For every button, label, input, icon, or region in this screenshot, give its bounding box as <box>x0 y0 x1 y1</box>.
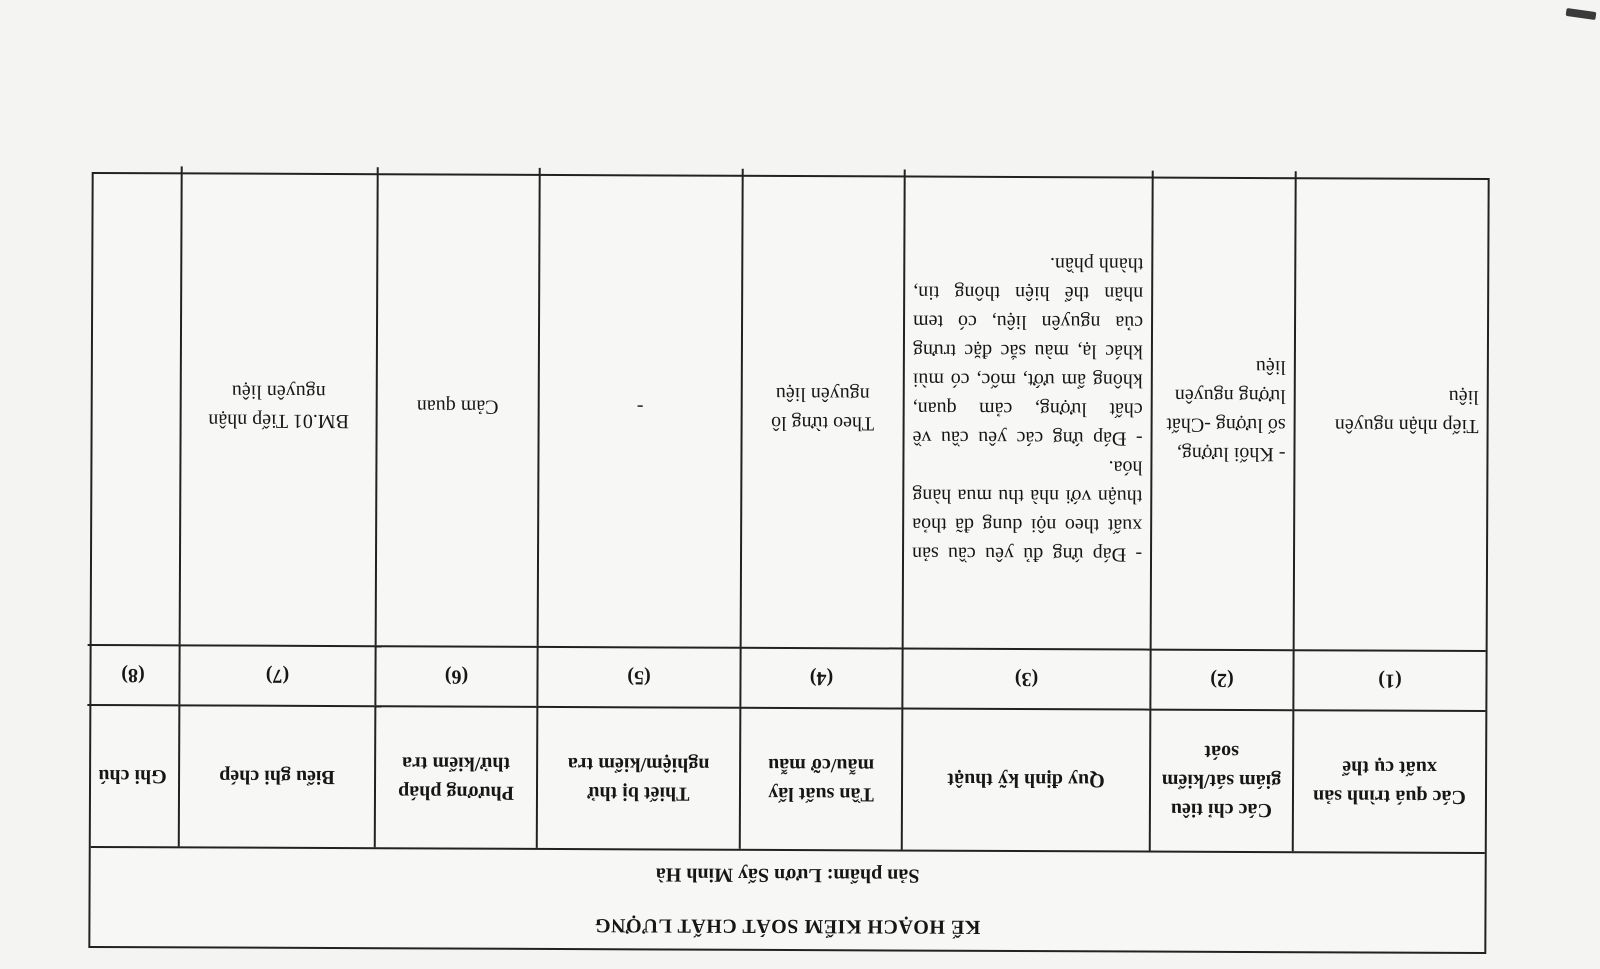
header-process: Các quá trình sản xuất cụ thể <box>1293 710 1486 852</box>
column-number: (5) <box>537 647 740 708</box>
header-record: Biểu ghi chép <box>179 705 376 847</box>
column-number: (3) <box>902 648 1150 709</box>
specification-item: - Đáp ứng đủ yêu cầu sản xuất theo nội dung đã thỏa thuận với nhà thu mua hàng hóa. <box>911 456 1143 567</box>
cell-method: Cảm quan <box>376 167 540 647</box>
cell-note <box>88 166 182 645</box>
specification-item: - Đáp ứng các yêu cầu về chất lượng, cảm quan, không ẩm ướt, mốc, có mùi khác lạ, màu sắc đặc trưng của nguyên liệu, có tem nhãn thể hiện thông tin, thành phần. <box>912 253 1144 451</box>
header-method: Phương pháp thử/kiểm tra <box>375 706 538 848</box>
cell-process: Tiếp nhận nguyên liệu <box>1294 171 1488 651</box>
document-subtitle: Sản phẩm: Lươn Sấy Minh Hà <box>655 863 920 887</box>
header-specification: Quy định kỹ thuật <box>902 708 1151 850</box>
cell-specification <box>903 170 1153 650</box>
column-number: (2) <box>1150 650 1293 711</box>
header-frequency: Tần suất lấy mẫu/cỡ mẫu <box>740 708 903 850</box>
column-number: (4) <box>740 648 902 709</box>
column-number: (8) <box>87 645 179 705</box>
column-number: (7) <box>179 645 375 706</box>
table-row <box>88 166 1488 651</box>
cell-record: BM.01 Tiếp nhận nguyên liệu <box>180 166 378 646</box>
quality-control-table <box>87 166 1488 852</box>
document-sheet <box>88 172 1489 954</box>
cell-frequency: Theo từng lô nguyên liệu <box>741 169 905 649</box>
header-equipment: Thiết bị thử nghiệm/kiểm tra <box>537 707 741 849</box>
document-title: KẾ HOẠCH KIỂM SOÁT CHẤT LƯỢNG <box>594 914 981 938</box>
header-note: Ghi chú <box>87 705 180 846</box>
document-header <box>90 846 1484 952</box>
cell-criteria: - Khối lượng, số lượng -Chất lượng nguyên liệu <box>1151 171 1296 651</box>
header-criteria: Các chỉ tiêu giám sát/kiểm soát <box>1150 710 1294 852</box>
column-number: (6) <box>375 646 537 707</box>
cell-equipment: - <box>538 168 743 648</box>
column-number: (1) <box>1293 650 1485 711</box>
column-number-row <box>87 645 1485 711</box>
header-row <box>87 705 1486 852</box>
